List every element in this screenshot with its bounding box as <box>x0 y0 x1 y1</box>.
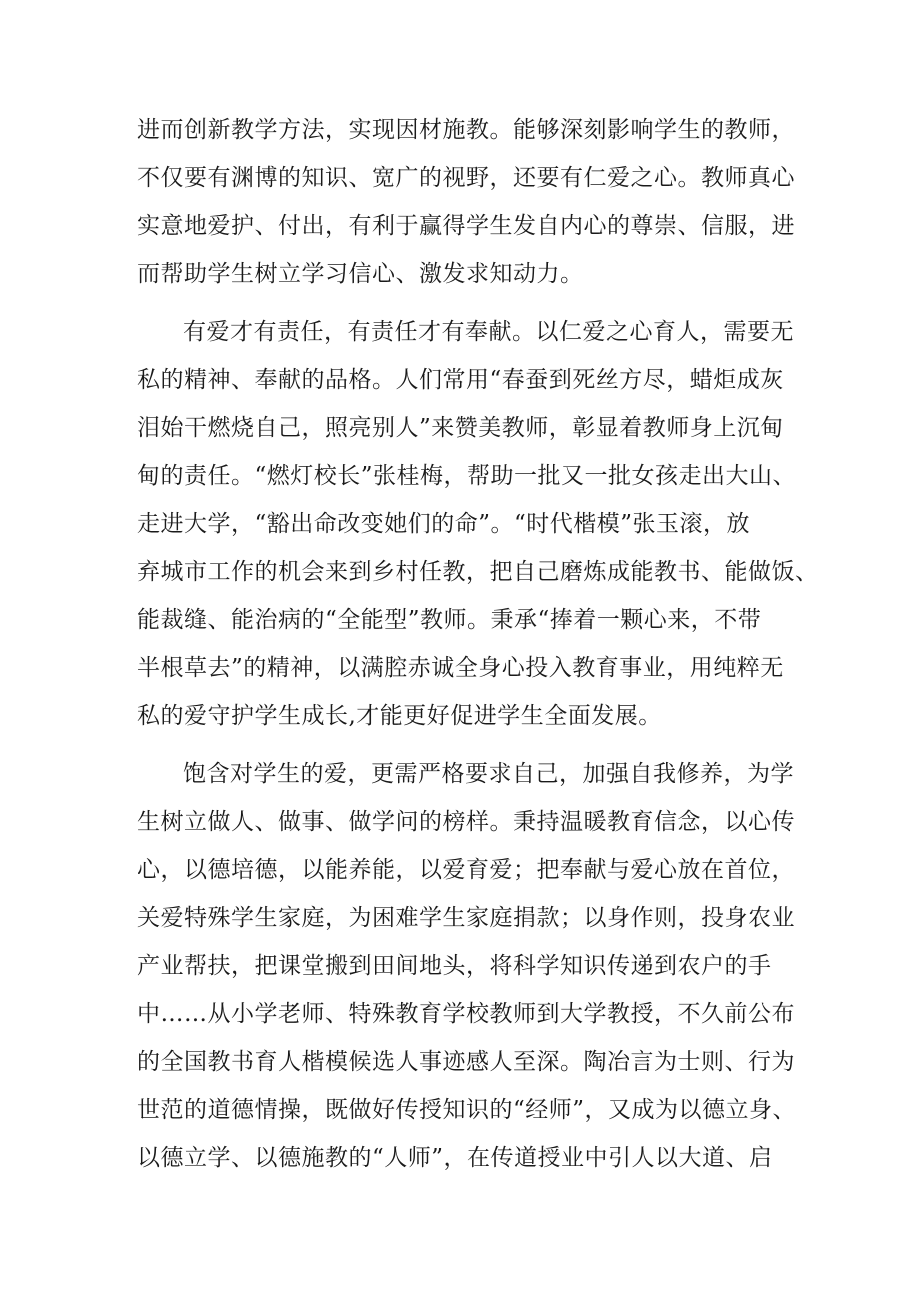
text-line: 私的精神、奉献的品格。人们常用“春蚕到死丝方尽，蜡炬成灰 <box>137 367 784 393</box>
text-line: 产业帮扶，把课堂搬到田间地头，将科学知识传递到农户的手 <box>137 953 772 979</box>
text-line: 而帮助学生树立学习信心、激发求知动力。 <box>137 261 584 287</box>
text-line: 甸的责任。“燃灯校长”张桂梅，帮助一批又一批女孩走出大山、 <box>137 463 797 489</box>
text-line: 有爱才有责任，有责任才有奉献。以仁爱之心育人，需要无 <box>183 319 794 345</box>
text-line: 实意地爱护、付出，有利于赢得学生发自内心的尊崇、信服，进 <box>137 213 795 239</box>
text-line: 饱含对学生的爱，更需严格要求自己，加强自我修养，为学 <box>183 761 794 787</box>
text-line: 中……从小学老师、特殊教育学校教师到大学教授，不久前公布 <box>137 1001 795 1027</box>
text-line: 以德立学、以德施教的“人师”，在传道授业中引人以大道、启 <box>137 1145 773 1171</box>
text-line: 进而创新教学方法，实现因材施教。能够深刻影响学生的教师， <box>137 117 795 143</box>
paragraph-3 <box>137 750 797 1182</box>
text-line: 心，以德培德，以能养能，以爱育爱；把奉献与爱心放在首位， <box>137 857 795 883</box>
text-line: 半根草去”的精神，以满腔赤诚全身心投入教育事业，用纯粹无 <box>137 655 784 681</box>
text-line: 不仅要有渊博的知识、宽广的视野，还要有仁爱之心。教师真心 <box>137 165 795 191</box>
text-line: 泪始干燃烧自己，照亮别人”来赞美教师，彰显着教师身上沉甸 <box>137 415 784 441</box>
paragraph-2 <box>137 308 819 740</box>
text-line: 弃城市工作的机会来到乡村任教，把自己磨炼成能教书、能做饭、 <box>137 559 819 585</box>
text-line: 生树立做人、做事、做学问的榜样。秉持温暖教育信念，以心传 <box>137 809 795 835</box>
document-body <box>137 106 819 1182</box>
text-line: 走进大学，“豁出命改变她们的命”。“时代楷模”张玉滚，放 <box>137 511 751 537</box>
text-line: 能裁缝、能治病的“全能型”教师。秉承“捧着一颗心来，不带 <box>137 607 762 633</box>
text-line: 的全国教书育人楷模候选人事迹感人至深。陶冶言为士则、行为 <box>137 1049 795 1075</box>
paragraph-1 <box>137 106 797 298</box>
text-line: 关爱特殊学生家庭，为困难学生家庭捐款；以身作则，投身农业 <box>137 905 795 931</box>
text-line: 私的爱守护学生成长,才能更好促进学生全面发展。 <box>137 703 662 729</box>
text-line: 世范的道德情操，既做好传授知识的“经师”，又成为以德立身、 <box>137 1097 797 1123</box>
